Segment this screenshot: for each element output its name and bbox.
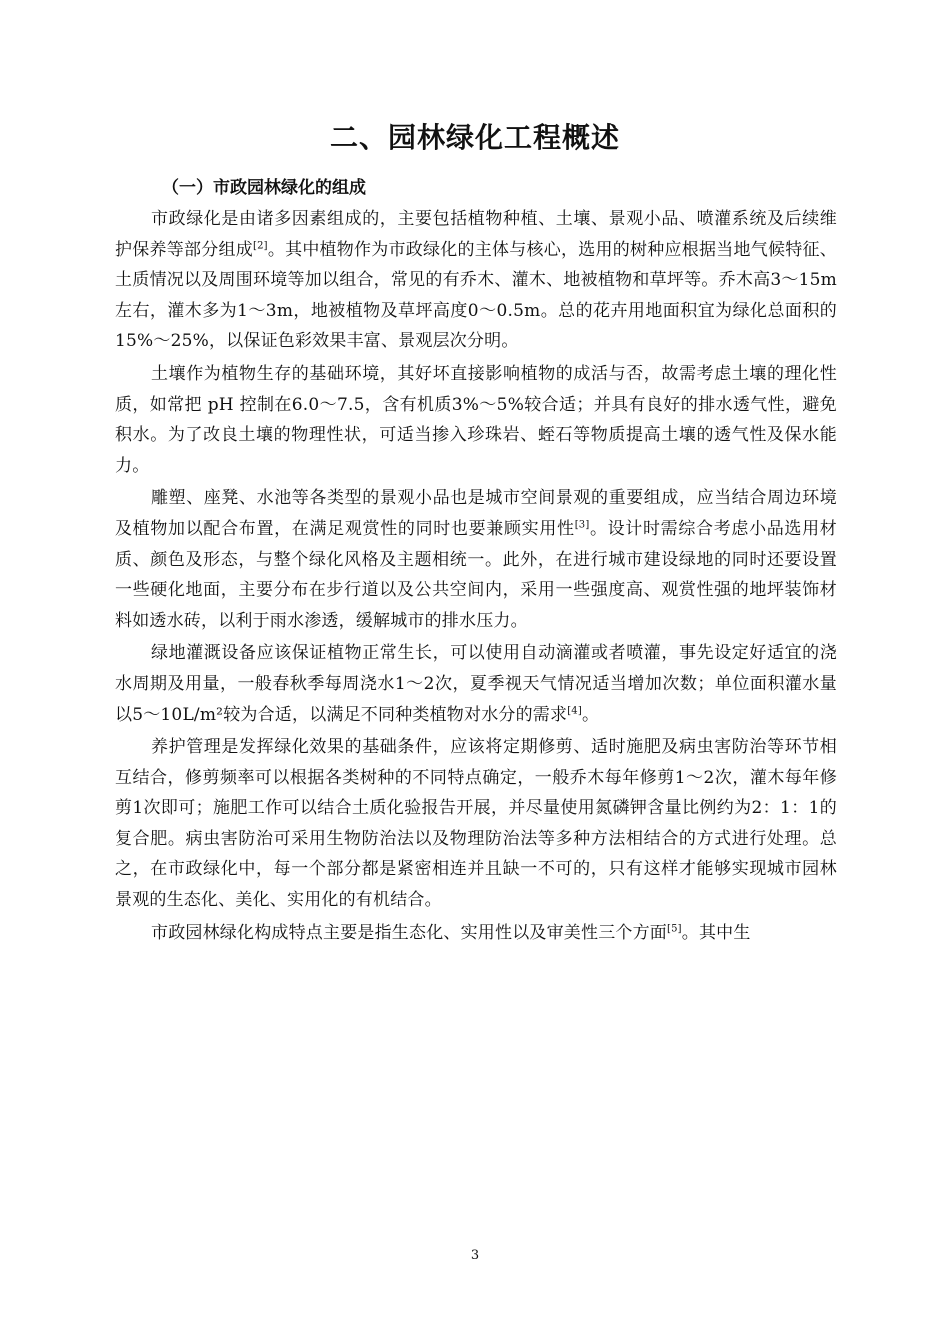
paragraph-text: 。设计时需综合考虑小品选用材质、颜色及形态，与整个绿化风格及主题相统一。此外，在进行城市建设绿地的同时还要设置一些硬化地面，主要分布在步行道以及公共空间内，采用一些强度高、观赏性强的地坪装饰材料如透水砖，以利于雨水渗透，缓解城市的排水压力。 — [115, 518, 837, 631]
paragraph-text: 。 — [581, 704, 600, 725]
citation-ref: [3] — [574, 519, 590, 531]
paragraph-irrigation — [115, 638, 837, 730]
citation-ref: [4] — [567, 704, 582, 716]
citation-ref: [5] — [667, 923, 682, 934]
paragraph-landscape-features — [115, 483, 837, 636]
paragraph-text: 市政园林绿化构成特点主要是指生态化、实用性以及审美性三个方面 — [151, 922, 667, 943]
paragraph-text: 雕塑、座凳、水池等各类型的景观小品也是城市空间景观的重要组成，应当结合周边环境及植物加以配合布置，在满足观赏性的同时也要兼顾实用性 — [115, 488, 837, 539]
paragraph-text: 养护管理是发挥绿化效果的基础条件，应该将定期修剪、适时施肥及病虫害防治等环节相互结合，修剪频率可以根据各类树种的不同特点确定，一般乔木每年修剪1～2次，灌木每年修剪1次即可；施肥工作可以结合土质化验报告开展，并尽量使用氮磷钾含量比例约为2：1：1的复合肥。病虫害防治可采用生物防治法以及物理防治法等多种方法相结合的方式进行处理。总之，在市政绿化中，每一个部分都是紧密相连并且缺一不可的，只有这样才能够实现城市园林景观的生态化、美化、实用化的有机结合。 — [115, 737, 837, 911]
body-text — [115, 204, 837, 948]
paragraph-maintenance — [115, 732, 837, 916]
paragraph-text: 。其中植物作为市政绿化的主体与核心，选用的树种应根据当地气候特征、土质情况以及周围环境等加以组合，常见的有乔木、灌木、地被植物和草坪等。乔木高3～15m左右，灌木多为1～3m，地被植物及草坪高度0～0.5m。总的花卉用地面积宜为绿化总面积的15%～25%，以保证色彩效果丰富、景观层次分明。 — [115, 239, 837, 352]
paragraph-text: 。其中生 — [681, 922, 751, 943]
paragraph-text: 市政绿化是由诸多因素组成的，主要包括植物种植、土壤、景观小品、喷灌系统及后续维护保养等部分组成 — [115, 209, 837, 260]
citation-ref: [2] — [253, 239, 268, 251]
paragraph-text: 绿地灌溉设备应该保证植物正常生长，可以使用自动滴灌或者喷灌，事先设定好适宜的浇水周期及用量，一般春秋季每周浇水1～2次，夏季视天气情况适当增加次数；单位面积灌水量以5～10L/m²较为合适，以满足不同种类植物对水分的需求 — [115, 643, 837, 725]
paragraph-soil — [115, 359, 837, 481]
paragraph-features — [115, 918, 837, 949]
paragraph-plants — [115, 204, 837, 357]
page-title: 二、园林绿化工程概述 — [329, 121, 620, 154]
section-heading: （一）市政园林绿化的组成 — [162, 178, 366, 198]
page-number: 3 — [470, 1248, 480, 1263]
paragraph-text: 土壤作为植物生存的基础环境，其好坏直接影响植物的成活与否，故需考虑土壤的理化性质，如常把 pH 控制在6.0～7.5，含有机质3%～5%较合适；并具有良好的排水透气性，避免积水。为了改良土壤的物理性状，可适当掺入珍珠岩、蛭石等物质提高土壤的透气性及保水能力。 — [115, 363, 837, 476]
